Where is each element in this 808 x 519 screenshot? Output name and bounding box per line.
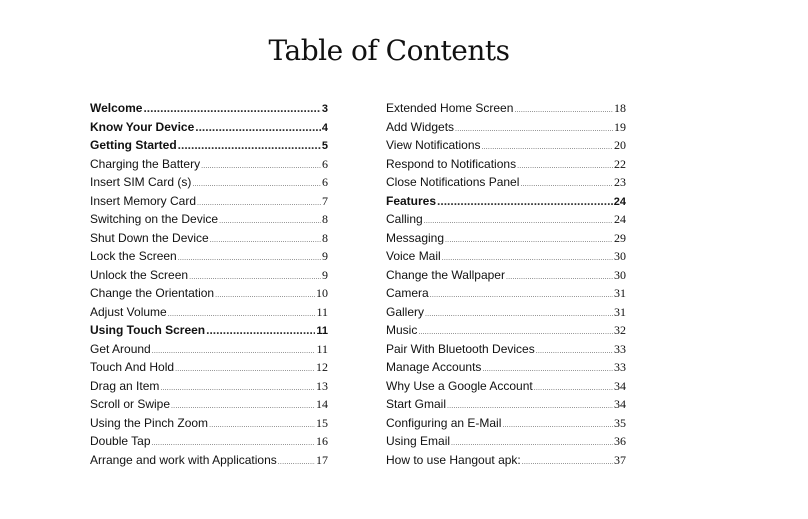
toc-entry-page-number: 24 xyxy=(614,212,626,226)
toc-entry-page-number: 31 xyxy=(614,286,626,300)
toc-entry[interactable] xyxy=(90,231,328,250)
toc-entry-label: Switching on the Device xyxy=(90,212,219,226)
dot-leader xyxy=(206,323,315,337)
dot-leader xyxy=(520,181,613,188)
dot-leader xyxy=(152,440,316,447)
dot-leader xyxy=(447,403,613,410)
dot-leader xyxy=(455,126,613,133)
toc-entry-label: Gallery xyxy=(386,304,425,319)
toc-entry-page-number: 9 xyxy=(322,267,328,282)
dot-leader xyxy=(442,255,613,262)
toc-entry[interactable] xyxy=(90,120,328,139)
dot-leader xyxy=(168,311,316,318)
toc-entry[interactable] xyxy=(90,157,328,176)
toc-entry-label: Using Email xyxy=(386,434,451,448)
toc-entry-page-number: 10 xyxy=(316,286,328,300)
toc-entry[interactable] xyxy=(386,194,626,213)
toc-left-column xyxy=(90,101,328,471)
toc-entry-page-number: 19 xyxy=(614,119,626,134)
dot-leader xyxy=(514,107,613,114)
toc-entry[interactable] xyxy=(386,175,626,194)
toc-entry-page-number: 9 xyxy=(322,249,328,263)
dot-leader xyxy=(506,274,613,281)
toc-entry-page-number: 8 xyxy=(322,212,328,226)
toc-entry[interactable] xyxy=(386,101,626,120)
toc-entry[interactable] xyxy=(90,379,328,398)
toc-entry-page-number: 35 xyxy=(614,415,626,430)
dot-leader xyxy=(143,101,320,115)
toc-entry-label: Using the Pinch Zoom xyxy=(90,415,209,430)
toc-entry-label: Close Notifications Panel xyxy=(386,175,520,189)
dot-leader xyxy=(482,366,613,373)
dot-leader xyxy=(451,440,613,447)
toc-right-column xyxy=(386,101,626,471)
toc-entry-page-number: 7 xyxy=(322,193,328,208)
toc-entry-page-number: 15 xyxy=(316,415,328,430)
toc-entry-label: Insert SIM Card (s) xyxy=(90,175,192,189)
toc-entry[interactable] xyxy=(90,323,328,342)
toc-entry[interactable] xyxy=(90,434,328,453)
dot-leader xyxy=(536,348,613,355)
dot-leader xyxy=(430,292,613,299)
toc-entry-label: Manage Accounts xyxy=(386,360,482,374)
toc-entry-label: Double Tap xyxy=(90,434,151,448)
toc-entry-label: Touch And Hold xyxy=(90,360,175,374)
toc-entry-label: Voice Mail xyxy=(386,249,441,263)
toc-entry-page-number: 13 xyxy=(316,378,328,393)
dot-leader xyxy=(152,348,316,355)
toc-entry-page-number: 33 xyxy=(614,341,626,356)
dot-leader xyxy=(215,292,315,299)
toc-entry[interactable] xyxy=(386,286,626,305)
dot-leader xyxy=(424,218,613,225)
dot-leader xyxy=(189,274,321,281)
dot-leader xyxy=(437,194,613,208)
toc-entry-page-number: 11 xyxy=(316,304,328,319)
toc-entry-label: Add Widgets xyxy=(386,119,455,134)
toc-entry-page-number: 4 xyxy=(321,121,328,134)
toc-entry-label: Shut Down the Device xyxy=(90,230,209,245)
toc-entry-page-number: 30 xyxy=(614,267,626,282)
toc-entry-page-number: 16 xyxy=(316,434,328,448)
toc-entry-page-number: 12 xyxy=(316,360,328,374)
toc-entry-label: Charging the Battery xyxy=(90,156,201,171)
toc-entry-label: Arrange and work with Applications xyxy=(90,452,277,467)
toc-entry-page-number: 36 xyxy=(614,434,626,448)
toc-entry-label: Features xyxy=(386,193,437,208)
toc-entry[interactable] xyxy=(386,268,626,287)
toc-entry-page-number: 6 xyxy=(322,156,328,171)
dot-leader xyxy=(197,200,321,207)
toc-entry-label: Configuring an E-Mail xyxy=(386,415,502,430)
toc-entry-page-number: 31 xyxy=(614,304,626,319)
toc-entry-page-number: 33 xyxy=(614,360,626,374)
toc-entry-label: Music xyxy=(386,323,418,337)
toc-entry-label: Change the Wallpaper xyxy=(386,267,505,282)
toc-entry[interactable] xyxy=(386,360,626,379)
toc-entry-label: Why Use a Google Account xyxy=(386,378,533,393)
toc-entry-page-number: 14 xyxy=(316,397,328,411)
toc-entry[interactable] xyxy=(386,305,626,324)
dot-leader xyxy=(178,255,321,262)
dot-leader xyxy=(201,163,321,170)
toc-entry-page-number: 3 xyxy=(321,103,328,115)
toc-entry-page-number: 18 xyxy=(614,101,626,115)
toc-entry[interactable] xyxy=(90,268,328,287)
toc-entry[interactable] xyxy=(386,379,626,398)
dot-leader xyxy=(418,329,613,336)
toc-entry-page-number: 37 xyxy=(614,452,626,467)
dot-leader xyxy=(160,385,315,392)
dot-leader xyxy=(502,422,613,429)
toc-entry[interactable] xyxy=(386,397,626,416)
toc-entry-page-number: 11 xyxy=(316,341,328,356)
toc-entry-label: Unlock the Screen xyxy=(90,267,189,282)
toc-entry-page-number: 6 xyxy=(322,175,328,189)
toc-entry[interactable] xyxy=(90,138,328,157)
toc-entry-label: Calling xyxy=(386,212,423,226)
toc-entry[interactable] xyxy=(386,323,626,342)
toc-entry-page-number: 23 xyxy=(614,175,626,189)
toc-entry[interactable] xyxy=(90,360,328,379)
toc-entry[interactable] xyxy=(386,157,626,176)
dot-leader xyxy=(209,422,315,429)
toc-entry-page-number: 11 xyxy=(316,325,328,337)
toc-entry-page-number: 24 xyxy=(613,195,626,208)
dot-leader xyxy=(178,138,321,152)
toc-entry[interactable] xyxy=(386,231,626,250)
dot-leader xyxy=(517,163,613,170)
toc-entry[interactable] xyxy=(90,101,328,120)
toc-entry[interactable] xyxy=(90,342,328,361)
toc-entry-page-number: 5 xyxy=(321,140,328,152)
dot-leader xyxy=(175,366,315,373)
dot-leader xyxy=(445,237,613,244)
toc-entry-label: Respond to Notifications xyxy=(386,156,517,171)
dot-leader xyxy=(425,311,613,318)
dot-leader xyxy=(192,181,321,188)
page-title: Table of Contents xyxy=(268,34,510,67)
dot-leader xyxy=(534,385,613,392)
toc-entry[interactable] xyxy=(386,120,626,139)
toc-entry-label: Camera xyxy=(386,286,429,300)
toc-entry-page-number: 20 xyxy=(614,138,626,152)
toc-entry[interactable] xyxy=(386,342,626,361)
toc-entry-label: Extended Home Screen xyxy=(386,101,514,115)
toc-entry-label: Pair With Bluetooth Devices xyxy=(386,341,535,356)
toc-entry[interactable] xyxy=(90,397,328,416)
toc-entry-label: Messaging xyxy=(386,230,445,245)
toc-entry[interactable] xyxy=(386,212,626,231)
toc-entry[interactable] xyxy=(90,249,328,268)
toc-entry[interactable] xyxy=(386,138,626,157)
toc-entry[interactable] xyxy=(90,416,328,435)
toc-entry-label: Get Around xyxy=(90,341,151,356)
toc-entry[interactable] xyxy=(386,434,626,453)
toc-entry-label: Know Your Device xyxy=(90,119,195,134)
toc-entry[interactable] xyxy=(90,194,328,213)
toc-entry-page-number: 32 xyxy=(614,323,626,337)
dot-leader xyxy=(278,459,315,466)
toc-entry-page-number: 30 xyxy=(614,249,626,263)
toc-entry-page-number: 29 xyxy=(614,230,626,245)
toc-entry-page-number: 8 xyxy=(322,230,328,245)
dot-leader xyxy=(210,237,321,244)
toc-entry[interactable] xyxy=(90,286,328,305)
dot-leader xyxy=(195,120,321,134)
toc-entry-page-number: 34 xyxy=(614,397,626,411)
toc-entry[interactable] xyxy=(386,249,626,268)
toc-entry-label: Scroll or Swipe xyxy=(90,397,171,411)
toc-entry[interactable] xyxy=(386,453,626,472)
toc-entry-label: Start Gmail xyxy=(386,397,447,411)
dot-leader xyxy=(171,403,315,410)
toc-entry[interactable] xyxy=(386,416,626,435)
toc-entry-label: How to use Hangout apk: xyxy=(386,452,521,467)
dot-leader xyxy=(522,459,613,466)
toc-entry-label: Getting Started xyxy=(90,138,177,152)
toc-entry[interactable] xyxy=(90,453,328,472)
toc-entry-page-number: 34 xyxy=(614,378,626,393)
dot-leader xyxy=(482,144,614,151)
toc-entry-label: Lock the Screen xyxy=(90,249,177,263)
dot-leader xyxy=(219,218,321,225)
toc-entry-label: Drag an Item xyxy=(90,378,160,393)
toc-entry-page-number: 22 xyxy=(614,156,626,171)
toc-entry[interactable] xyxy=(90,305,328,324)
toc-entry-label: Change the Orientation xyxy=(90,286,215,300)
toc-entry-label: Insert Memory Card xyxy=(90,193,197,208)
toc-entry-label: View Notifications xyxy=(386,138,481,152)
toc-entry-label: Using Touch Screen xyxy=(90,323,206,337)
toc-entry[interactable] xyxy=(90,212,328,231)
toc-entry-label: Welcome xyxy=(90,101,143,115)
toc-entry[interactable] xyxy=(90,175,328,194)
toc-entry-page-number: 17 xyxy=(316,452,328,467)
toc-entry-label: Adjust Volume xyxy=(90,304,167,319)
